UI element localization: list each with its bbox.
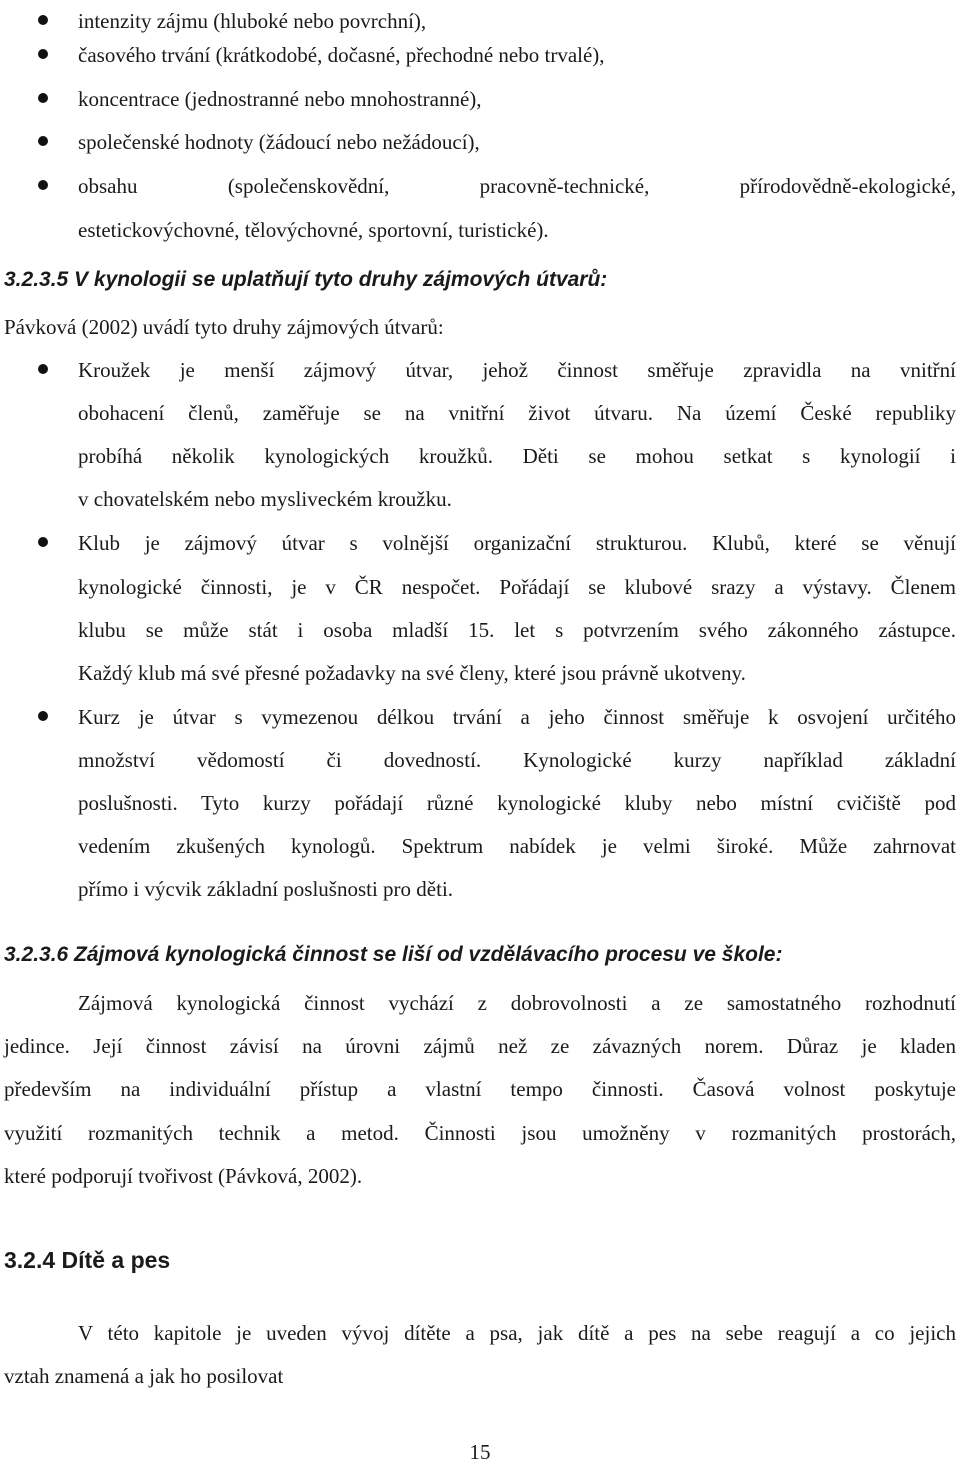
list-item-text: klubu se může stát i osoba mladší 15. let s potvrzením svého zákonného zástupce. — [78, 618, 956, 642]
paragraph-text: vztah znamená a jak ho posilovat — [4, 1364, 284, 1388]
list-item — [0, 522, 960, 565]
paragraph-text: využití rozmanitých technik a metod. Činnosti jsou umožněny v rozmanitých prostorách, — [4, 1121, 956, 1145]
paragraph-text: které podporují tvořivost (Pávková, 2002). — [4, 1164, 363, 1188]
bullet-icon — [38, 15, 48, 25]
bullet-icon — [38, 180, 48, 190]
paragraph-text: V této kapitole je uveden vývoj dítěte a psa, jak dítě a pes na sebe reagují a co jejich — [78, 1321, 956, 1345]
list-item-text: množství vědomostí či dovedností. Kynologické kurzy například základní — [78, 748, 956, 772]
list-item — [0, 78, 960, 121]
list-item-text: Každý klub má své přesné požadavky na své členy, které jsou právně ukotveny. — [78, 661, 746, 685]
list-item-text: společenské hodnoty (žádoucí nebo nežádoucí), — [78, 130, 480, 154]
list-item-text: Klub je zájmový útvar s volnější organizační strukturou. Klubů, které se věnují — [78, 531, 956, 555]
list-item — [0, 34, 960, 77]
list-item-text: intenzity zájmu (hluboké nebo povrchní), — [78, 9, 427, 33]
page-number: 15 — [469, 1440, 491, 1464]
list-item-text: Kroužek je menší zájmový útvar, jehož činnost směřuje zpravidla na vnitřní — [78, 358, 956, 382]
paragraph-text: jedince. Její činnost závisí na úrovni zájmů než ze závazných norem. Důraz je kladen — [4, 1034, 956, 1058]
list-item-text: Kurz je útvar s vymezenou délkou trvání a jeho činnost směřuje k osvojení určitého — [78, 705, 956, 729]
list-item-text: obohacení členů, zaměřuje se na vnitřní život útvaru. Na území České republiky — [78, 401, 956, 425]
list-item — [0, 349, 960, 392]
list-item-text: kynologické činnosti, je v ČR nespočet. Pořádají se klubové srazy a výstavy. Členem — [78, 575, 956, 599]
paragraph-text: Zájmová kynologická činnost vychází z dobrovolnosti a ze samostatného rozhodnutí — [78, 991, 956, 1015]
list-item — [0, 165, 960, 208]
section-heading: 3.2.3.6 Zájmová kynologická činnost se liší od vzdělávacího procesu ve škole: — [4, 943, 783, 966]
list-item-text: časového trvání (krátkodobé, dočasné, přechodné nebo trvalé), — [78, 43, 605, 67]
list-item-text: v chovatelském nebo mysliveckém kroužku. — [78, 487, 452, 511]
paragraph-text: především na individuální přístup a vlastní tempo činnosti. Časová volnost poskytuje — [4, 1077, 956, 1101]
bullet-icon — [38, 364, 48, 374]
bullet-icon — [38, 711, 48, 721]
bullet-icon — [38, 49, 48, 59]
list-item-text: přímo i výcvik základní poslušnosti pro děti. — [78, 877, 454, 901]
list-item-text: estetickovýchovné, tělovýchovné, sportovní, turistické). — [78, 218, 549, 242]
bullet-icon — [38, 93, 48, 103]
list-item-text: vedením zkušených kynologů. Spektrum nabídek je velmi široké. Může zahrnovat — [78, 834, 956, 858]
section-heading: 3.2.3.5 V kynologii se uplatňují tyto druhy zájmových útvarů: — [4, 268, 608, 291]
paragraph-text: Pávková (2002) uvádí tyto druhy zájmových útvarů: — [4, 315, 444, 339]
list-item-text: probíhá několik kynologických kroužků. Děti se mohou setkat s kynologií i — [78, 444, 956, 468]
list-item-text: koncentrace (jednostranné nebo mnohostranné), — [78, 87, 482, 111]
list-item — [0, 121, 960, 164]
bullet-icon — [38, 537, 48, 547]
bullet-icon — [38, 136, 48, 146]
section-heading: 3.2.4 Dítě a pes — [4, 1247, 171, 1273]
list-item-text: poslušnosti. Tyto kurzy pořádají různé kynologické kluby nebo místní cvičiště pod — [78, 791, 956, 815]
list-item — [0, 696, 960, 739]
list-item-text: obsahu (společenskovědní, pracovně-technické, přírodovědně-ekologické, — [78, 174, 956, 198]
